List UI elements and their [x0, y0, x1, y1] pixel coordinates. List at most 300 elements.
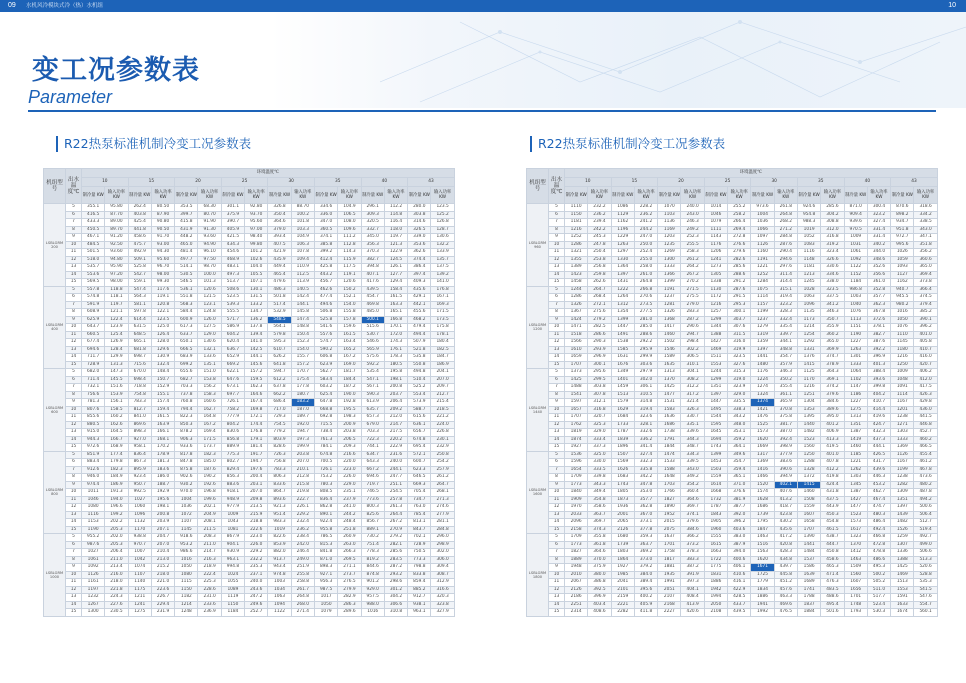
value-cell: 274.6 [431, 504, 454, 512]
value-cell: 1948 [565, 564, 588, 572]
table-row [527, 564, 938, 572]
value-cell: 2096 [565, 519, 588, 527]
value-cell: 1126 [891, 451, 914, 459]
value-cell: 176.1 [384, 346, 407, 354]
value-cell: 1683 [611, 474, 634, 482]
value-cell: 197.6 [245, 466, 268, 474]
value-cell: 548.5 [268, 316, 291, 324]
value-cell: 410.7 [914, 346, 937, 354]
value-cell: 131.5 [245, 294, 268, 302]
value-cell: 634.7 [361, 451, 384, 459]
outlet-temp-cell: 5 [66, 369, 82, 377]
outlet-temp-cell: 6 [66, 541, 82, 549]
value-cell: 1873 [611, 496, 634, 504]
value-cell: 323.5 [728, 354, 751, 362]
value-cell: 178.3 [384, 354, 407, 362]
value-cell: 670.0 [128, 369, 151, 377]
table-row [527, 271, 938, 279]
value-cell: 330.7 [681, 414, 704, 422]
value-cell: 1309 [891, 489, 914, 497]
value-cell: 588.7 [408, 406, 431, 414]
value-cell: 327.6 [728, 361, 751, 369]
value-cell: 1787 [704, 504, 727, 512]
value-cell: 1843 [704, 511, 727, 519]
value-cell: 477.4 [314, 294, 337, 302]
value-cell: 895.9 [128, 466, 151, 474]
value-cell: 1096 [128, 511, 151, 519]
value-cell: 469.6 [774, 601, 797, 609]
value-cell: 215.4 [431, 399, 454, 407]
value-cell: 443.2 [314, 271, 337, 279]
value-cell: 1003 [268, 579, 291, 587]
value-cell: 1017 [314, 594, 337, 602]
value-cell: 217.5 [384, 429, 407, 437]
value-cell: 252.7 [245, 609, 268, 617]
value-cell: 1656 [844, 586, 867, 594]
value-cell: 190.2 [198, 474, 221, 482]
outlet-temp-cell: 12 [66, 421, 82, 429]
value-cell: 160.2 [105, 414, 128, 422]
value-cell: 1477 [658, 391, 681, 399]
value-cell: 314.8 [634, 399, 657, 407]
value-cell: 128.7 [431, 226, 454, 234]
value-cell: 1355 [565, 256, 588, 264]
value-cell: 111.2 [338, 234, 361, 242]
table-row [527, 256, 938, 264]
outlet-temp-cell: 14 [66, 436, 82, 444]
value-cell: 298.4 [681, 339, 704, 347]
value-cell: 121.5 [198, 294, 221, 302]
outlet-temp-cell: 15 [66, 609, 82, 617]
value-cell: 132.4 [151, 361, 174, 369]
ambient-temp-value: 15 [128, 178, 175, 187]
value-cell: 1313 [658, 369, 681, 377]
outlet-temp-cell: 8 [66, 309, 82, 317]
table-row [527, 264, 938, 272]
value-cell: 334.6 [314, 204, 337, 212]
value-cell: 118.8 [105, 286, 128, 294]
outlet-temp-cell: 6 [549, 541, 565, 549]
value-cell: 1440 [797, 421, 820, 429]
value-cell: 841.0 [128, 414, 151, 422]
outlet-temp-cell: 9 [66, 234, 82, 242]
value-cell: 266.4 [728, 219, 751, 227]
value-cell: 807.6 [82, 406, 105, 414]
value-cell: 1303 [891, 429, 914, 437]
value-cell: 258.3 [681, 249, 704, 257]
top-bar [0, 0, 966, 12]
value-cell: 488.6 [821, 594, 844, 602]
value-cell: 1274 [751, 384, 774, 392]
value-cell: 625.9 [82, 316, 105, 324]
value-cell: 95.80 [105, 204, 128, 212]
value-cell: 1190 [844, 331, 867, 339]
value-cell: 93.00 [151, 241, 174, 249]
value-cell: 282.9 [338, 594, 361, 602]
value-cell: 444.1 [867, 444, 890, 452]
outlet-temp-cell: 10 [66, 406, 82, 414]
value-cell: 798.8 [408, 564, 431, 572]
value-cell: 423.8 [774, 511, 797, 519]
value-cell: 889.9 [221, 444, 244, 452]
value-cell: 323.8 [431, 601, 454, 609]
value-cell: 323.5 [821, 286, 844, 294]
value-cell: 467.1 [82, 234, 105, 242]
value-cell: 200.8 [151, 511, 174, 519]
value-cell: 355.4 [774, 384, 797, 392]
value-cell: 2010 [565, 571, 588, 579]
value-cell: 1317 [751, 451, 774, 459]
value-cell: 1597 [565, 399, 588, 407]
value-cell: 87.70 [105, 211, 128, 219]
value-cell: 205.3 [105, 541, 128, 549]
value-cell: 222.6 [245, 526, 268, 534]
outlet-temp-cell: 11 [66, 496, 82, 504]
value-cell: 311.4 [774, 271, 797, 279]
value-cell: 1130 [704, 286, 727, 294]
value-cell: 1389 [565, 264, 588, 272]
value-cell: 635.7 [361, 406, 384, 414]
table-row [527, 219, 938, 227]
value-cell: 161.5 [384, 294, 407, 302]
value-cell: 269.4 [728, 226, 751, 234]
value-cell: 374.1 [681, 511, 704, 519]
value-cell: 187.6 [198, 466, 221, 474]
power-header: 输入功率 KW [914, 187, 937, 204]
value-cell: 369.1 [821, 376, 844, 384]
value-cell: 224.0 [431, 421, 454, 429]
outlet-temp-cell: 13 [549, 264, 565, 272]
ambient-temp-value: 30 [268, 178, 315, 187]
value-cell: 1741 [797, 586, 820, 594]
value-cell: 271.5 [681, 286, 704, 294]
value-cell: 1162 [611, 219, 634, 227]
value-cell: 270.6 [634, 294, 657, 302]
value-cell: 1113 [844, 316, 867, 324]
value-cell: 1046 [704, 211, 727, 219]
value-cell: 255.5 [681, 241, 704, 249]
value-cell: 333.5 [588, 466, 611, 474]
value-cell: 726.1 [314, 466, 337, 474]
value-cell: 165.2 [338, 346, 361, 354]
value-cell: 315.1 [774, 286, 797, 294]
value-cell: 1269 [658, 249, 681, 257]
value-cell: 347.8 [634, 481, 657, 489]
value-cell: 175.8 [431, 324, 454, 332]
outlet-temp-cell: 15 [66, 361, 82, 369]
value-cell: 1447 [704, 399, 727, 407]
value-cell: 328.1 [634, 421, 657, 429]
value-cell: 572.1 [408, 451, 431, 459]
value-cell: 420.7 [914, 361, 937, 369]
value-cell: 316.8 [821, 234, 844, 242]
value-cell: 1031 [844, 241, 867, 249]
value-cell: 1349 [611, 369, 634, 377]
value-cell: 439.6 [867, 466, 890, 474]
value-cell: 132.1 [198, 346, 221, 354]
value-cell: 366.2 [681, 534, 704, 542]
value-cell: 195.8 [384, 369, 407, 377]
value-cell: 647.8 [314, 399, 337, 407]
value-cell: 346.3 [821, 309, 844, 317]
outlet-temp-cell: 10 [66, 571, 82, 579]
value-cell: 927.0 [128, 436, 151, 444]
value-cell: 163.4 [338, 339, 361, 347]
value-cell: 97.50 [198, 256, 221, 264]
value-cell: 878.2 [175, 429, 198, 437]
outlet-temp-cell: 13 [66, 594, 82, 602]
table-row [44, 511, 455, 519]
value-cell: 1110 [891, 331, 914, 339]
power-header: 输入功率 KW [198, 187, 221, 204]
value-cell: 397.4 [408, 271, 431, 279]
value-cell: 214.7 [198, 549, 221, 557]
value-cell: 421.5 [221, 234, 244, 242]
value-cell: 647.6 [221, 376, 244, 384]
value-cell: 199.2 [105, 511, 128, 519]
table-row [527, 414, 938, 422]
value-cell: 547.1 [361, 376, 384, 384]
value-cell: 483.1 [221, 264, 244, 272]
value-cell: 291.5 [728, 294, 751, 302]
value-cell: 200.8 [384, 384, 407, 392]
outlet-temp-cell: 7 [66, 384, 82, 392]
value-cell: 1633 [891, 601, 914, 609]
value-cell: 387.7 [728, 504, 751, 512]
value-cell: 398.9 [774, 444, 797, 452]
value-cell: 1480 [751, 361, 774, 369]
value-cell: 145.8 [291, 309, 314, 317]
power-header: 输入功率 KW [245, 187, 268, 204]
value-cell: 364.6 [268, 219, 291, 227]
model-cell: LSBLGRM 400 [44, 286, 66, 369]
value-cell: 399.2 [314, 249, 337, 257]
ambient-temp-value: 30 [751, 178, 798, 187]
value-cell: 1775 [704, 564, 727, 572]
value-cell: 1639 [797, 571, 820, 579]
value-cell: 203.8 [338, 429, 361, 437]
value-cell: 1559 [704, 474, 727, 482]
value-cell: 1184 [221, 609, 244, 617]
value-cell: 416.5 [82, 211, 105, 219]
value-cell: 439.5 [361, 286, 384, 294]
value-cell: 1042 [128, 556, 151, 564]
table-row [44, 309, 455, 317]
value-cell: 250.8 [431, 451, 454, 459]
value-cell: 1886 [751, 594, 774, 602]
value-cell: 267.2 [681, 271, 704, 279]
value-cell: 147.4 [291, 316, 314, 324]
table-row [527, 429, 938, 437]
table-row [44, 586, 455, 594]
value-cell: 1739 [611, 541, 634, 549]
outlet-temp-cell: 11 [66, 249, 82, 257]
value-cell: 1160 [751, 249, 774, 257]
power-header: 输入功率 KW [681, 187, 704, 204]
value-cell: 290.4 [774, 249, 797, 257]
value-cell: 1305 [704, 271, 727, 279]
value-cell: 1250 [797, 451, 820, 459]
outlet-temp-cell: 14 [549, 519, 565, 527]
value-cell: 1271 [891, 421, 914, 429]
value-cell: 1424 [565, 316, 588, 324]
value-cell: 297.9 [634, 369, 657, 377]
table-row [44, 316, 455, 324]
value-cell: 309.4 [431, 564, 454, 572]
value-cell: 231.0 [198, 594, 221, 602]
value-cell: 1080 [175, 571, 198, 579]
value-cell: 535.4 [361, 369, 384, 377]
value-cell: 1507 [611, 451, 634, 459]
value-cell: 1264 [611, 294, 634, 302]
table-row [44, 264, 455, 272]
value-cell: 243.6 [245, 586, 268, 594]
value-cell: 286.6 [588, 331, 611, 339]
outlet-temp-cell: 15 [549, 444, 565, 452]
capacity-header: 制冷量 KW [658, 187, 681, 204]
value-cell: 486.6 [867, 556, 890, 564]
value-cell: 728.9 [408, 541, 431, 549]
value-cell: 1092 [844, 256, 867, 264]
value-cell: 711.7 [82, 354, 105, 362]
value-cell: 214.7 [384, 421, 407, 429]
value-cell: 1620 [751, 556, 774, 564]
value-cell: 251.8 [338, 526, 361, 534]
value-cell: 1093 [891, 264, 914, 272]
value-cell: 547.6 [914, 594, 937, 602]
value-cell: 1307 [891, 541, 914, 549]
value-cell: 1206 [704, 249, 727, 257]
value-cell: 1186 [844, 391, 867, 399]
value-cell: 392.0 [728, 511, 751, 519]
value-cell: 595.3 [268, 339, 291, 347]
value-cell: 803.9 [268, 436, 291, 444]
value-cell: 1458 [565, 279, 588, 287]
value-cell: 162.7 [198, 406, 221, 414]
value-cell: 1170 [128, 526, 151, 534]
value-cell: 902.6 [175, 474, 198, 482]
value-cell: 332.3 [634, 459, 657, 467]
value-cell: 130.9 [151, 354, 174, 362]
value-cell: 495.3 [867, 564, 890, 572]
value-cell: 348.7 [681, 444, 704, 452]
value-cell: 218.9 [198, 564, 221, 572]
value-cell: 1344 [704, 324, 727, 332]
value-cell: 1460 [658, 331, 681, 339]
value-cell: 343.2 [728, 414, 751, 422]
value-cell: 874.8 [361, 571, 384, 579]
outlet-temp-cell: 15 [549, 361, 565, 369]
value-cell: 474.7 [867, 504, 890, 512]
value-cell: 711.4 [82, 376, 105, 384]
value-cell: 1890 [658, 504, 681, 512]
value-cell: 1707 [565, 414, 588, 422]
value-cell: 643.3 [361, 459, 384, 467]
value-cell: 321.4 [681, 399, 704, 407]
outlet-temp-cell: 15 [549, 526, 565, 534]
value-cell: 507.9 [408, 339, 431, 347]
value-cell: 236.2 [291, 526, 314, 534]
value-cell: 483.5 [821, 586, 844, 594]
table-row [44, 399, 455, 407]
value-cell: 137.5 [431, 264, 454, 272]
value-cell: 501.6 [821, 609, 844, 617]
value-cell: 972.7 [891, 234, 914, 242]
value-cell: 1263 [844, 346, 867, 354]
value-cell: 177.8 [291, 384, 314, 392]
value-cell: 1791 [658, 436, 681, 444]
value-cell: 1559 [797, 504, 820, 512]
value-cell: 319.4 [634, 406, 657, 414]
value-cell: 1707 [797, 526, 820, 534]
value-cell: 1469 [704, 346, 727, 354]
value-cell: 381.7 [774, 421, 797, 429]
outlet-temp-cell: 14 [549, 601, 565, 609]
value-cell: 1460 [844, 444, 867, 452]
value-cell: 308.8 [821, 219, 844, 227]
outlet-temp-cell: 7 [66, 219, 82, 227]
value-cell: 950.7 [128, 481, 151, 489]
value-cell: 244.2 [634, 226, 657, 234]
value-cell: 1050 [175, 564, 198, 572]
value-cell: 285.0 [634, 324, 657, 332]
ambient-temp-value: 15 [611, 178, 658, 187]
value-cell: 1583 [658, 406, 681, 414]
value-cell: 1684 [611, 414, 634, 422]
value-cell: 344.1 [774, 339, 797, 347]
value-cell: 1074 [128, 564, 151, 572]
section-marker [530, 136, 532, 152]
value-cell: 574.8 [82, 294, 105, 302]
value-cell: 546.5 [175, 279, 198, 287]
value-cell: 226.8 [431, 429, 454, 437]
value-cell: 415.8 [175, 219, 198, 227]
value-cell: 1689 [797, 579, 820, 587]
value-cell: 1026 [891, 249, 914, 257]
value-cell: 207.0 [245, 489, 268, 497]
value-cell: 756.6 [82, 391, 105, 399]
value-cell: 354.7 [774, 354, 797, 362]
outlet-temp-cell: 11 [549, 249, 565, 257]
value-cell: 374.1 [314, 234, 337, 242]
value-cell: 970.7 [128, 541, 151, 549]
value-cell: 510.4 [408, 376, 431, 384]
value-cell: 898.2 [891, 211, 914, 219]
value-cell: 310.5 [634, 391, 657, 399]
value-cell: 679.0 [361, 421, 384, 429]
value-cell: 436.0 [914, 406, 937, 414]
outlet-temp-cell: 12 [549, 256, 565, 264]
value-cell: 339.7 [774, 331, 797, 339]
value-cell: 446.3 [867, 474, 890, 482]
value-cell: 1415 [797, 481, 820, 489]
value-cell: 1203 [658, 234, 681, 242]
value-cell: 357.7 [867, 294, 890, 302]
value-cell: 405.9 [221, 226, 244, 234]
value-cell: 830.6 [221, 429, 244, 437]
value-cell: 500.2 [867, 571, 890, 579]
value-cell: 229.2 [291, 511, 314, 519]
table-row [527, 474, 938, 482]
value-cell: 1703 [658, 481, 681, 489]
value-cell: 1299 [704, 376, 727, 384]
value-cell: 198.3 [338, 414, 361, 422]
table-row [527, 354, 938, 362]
value-cell: 343.0 [914, 226, 937, 234]
value-cell: 1788 [797, 594, 820, 602]
value-cell: 413.3 [821, 436, 844, 444]
value-cell: 89.00 [105, 219, 128, 227]
